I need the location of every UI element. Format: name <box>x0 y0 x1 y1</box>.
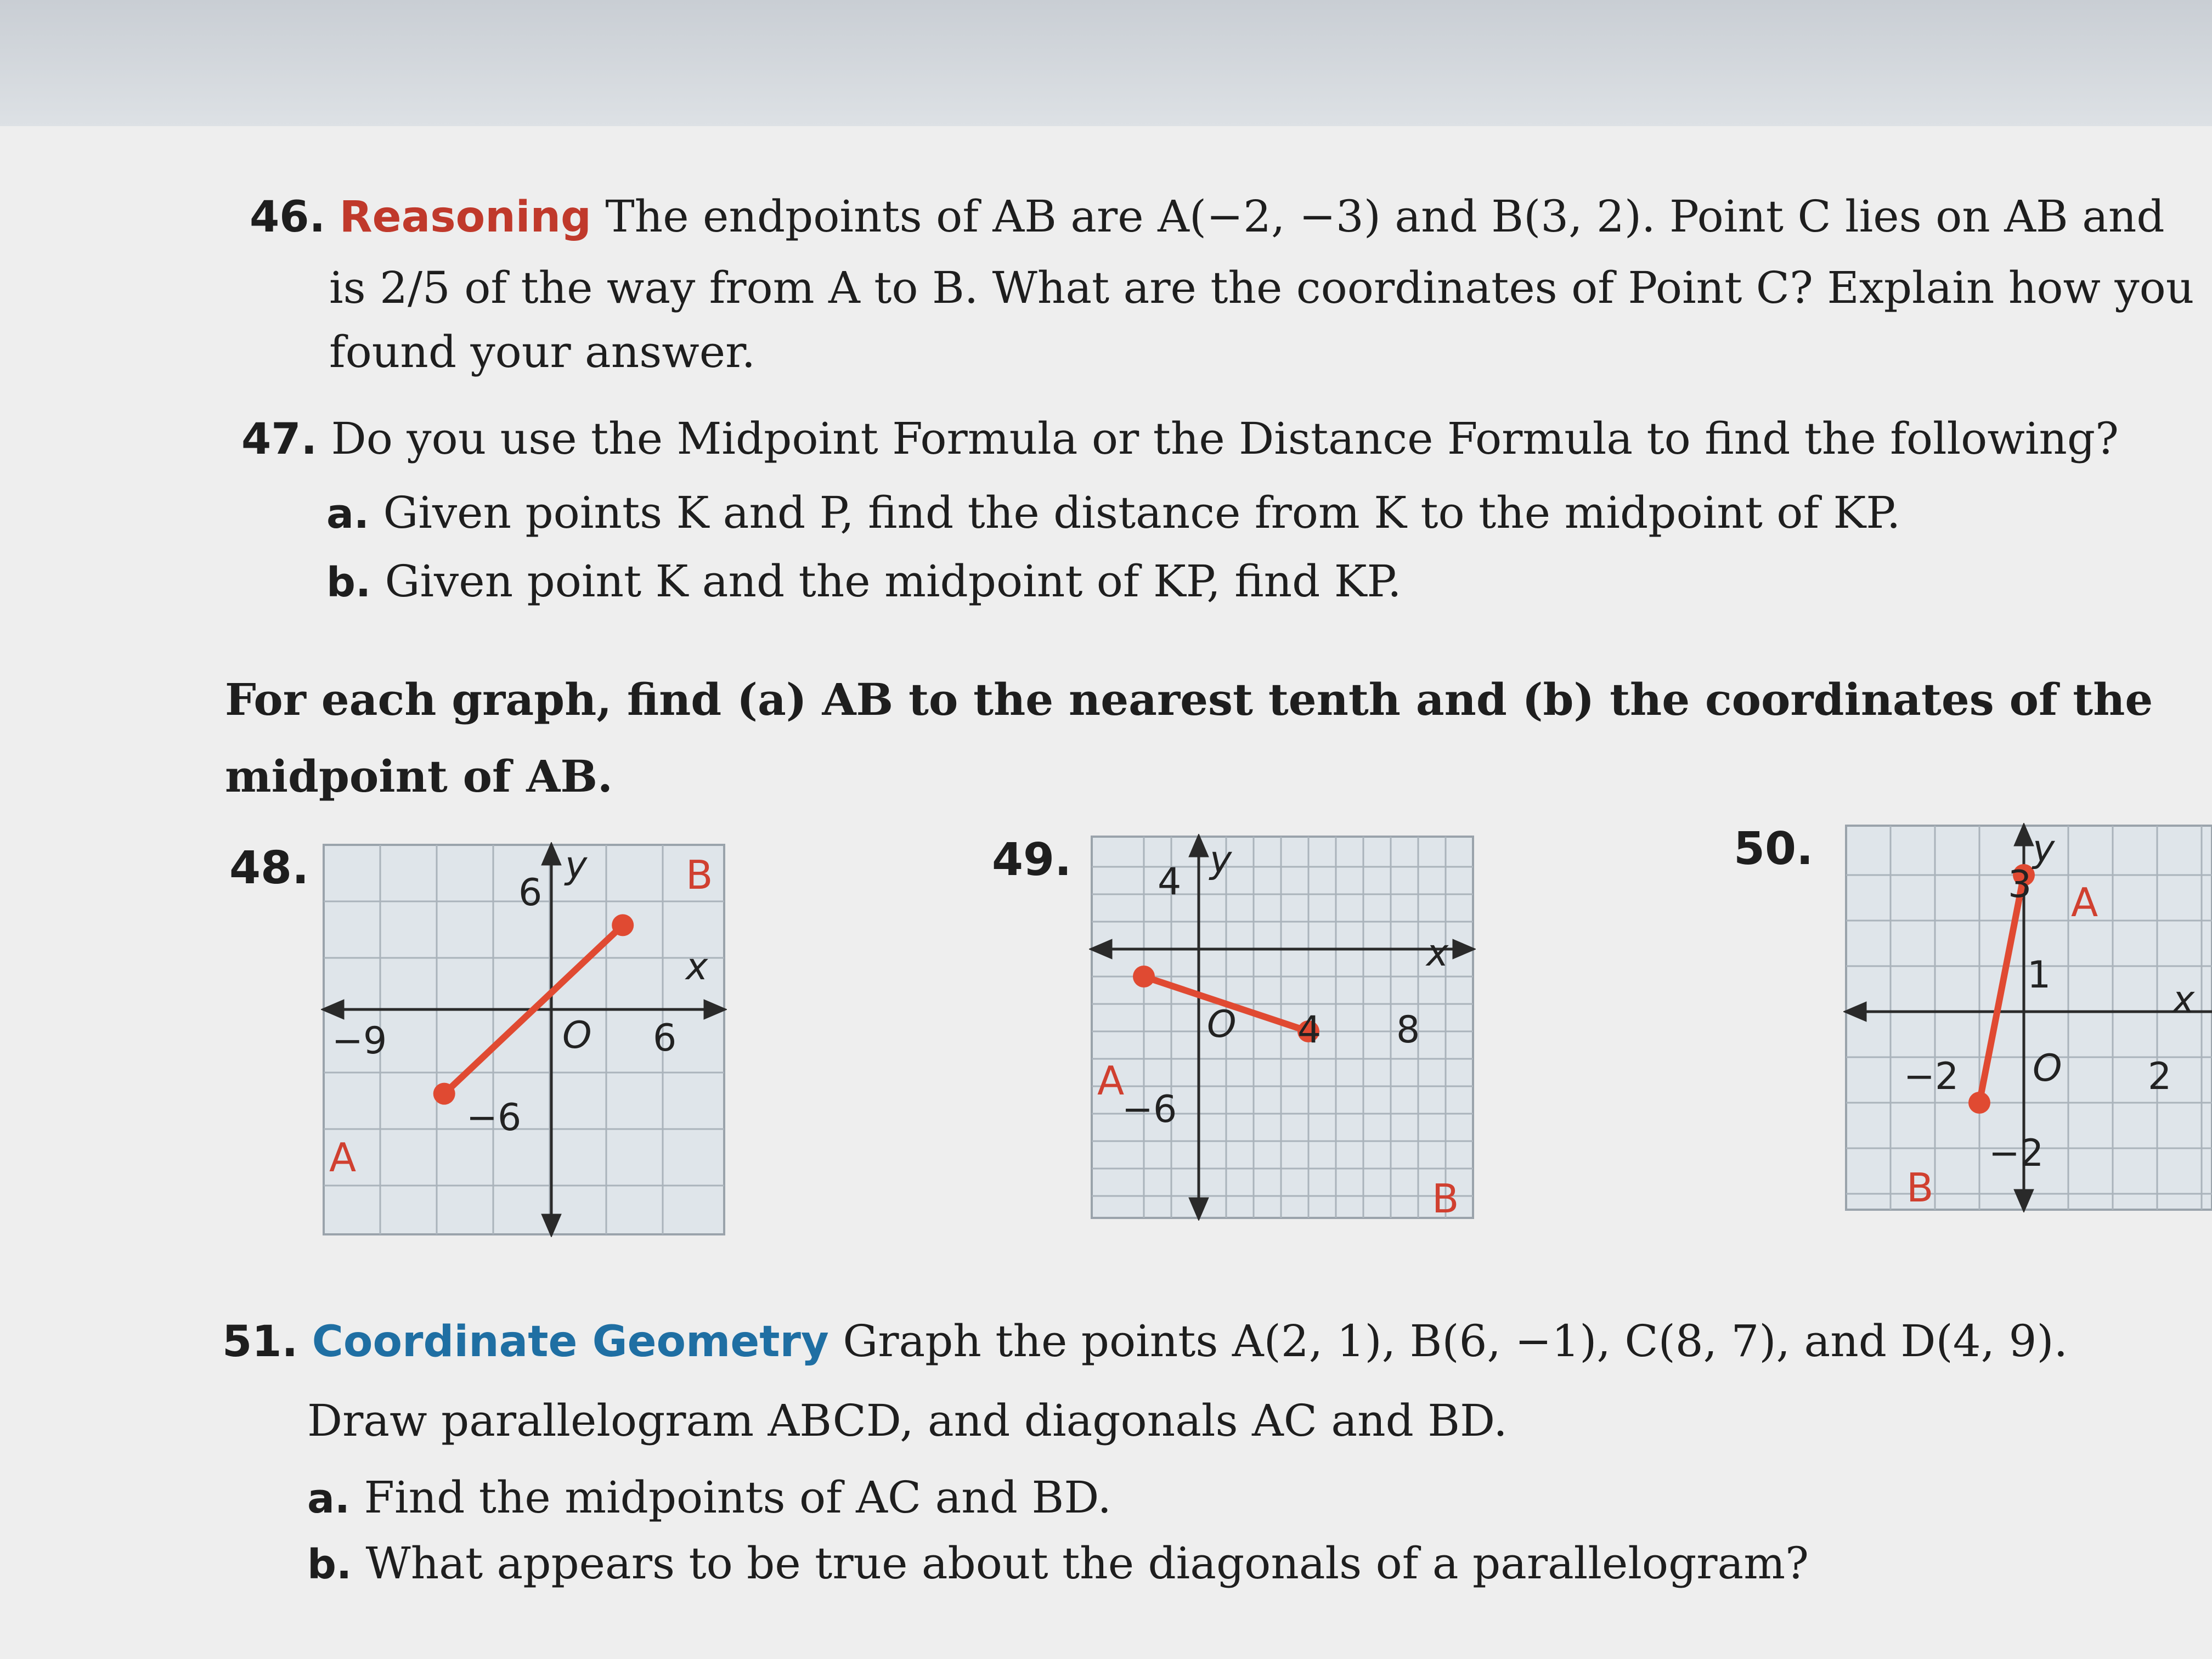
part-label: b. <box>326 559 371 606</box>
instructions-text: For each graph, find (a) AB to the nearest tenth and (b) the coordinates of the <box>225 674 2153 725</box>
problem-number: 47. <box>241 415 318 464</box>
tick-label: 4 <box>1297 1008 1322 1052</box>
graph-number: 50. <box>1734 823 1814 875</box>
axis-label-y: y <box>565 844 588 887</box>
problem-text: Draw parallelogram ABCD, and diagonals AC and BD. <box>307 1395 1508 1446</box>
origin-label: O <box>1207 1003 1237 1046</box>
graph-50 <box>1843 823 2212 1212</box>
point-b-label: B <box>686 852 713 898</box>
point-b <box>612 914 634 936</box>
tick-label: −9 <box>332 1019 387 1063</box>
tick-label: 6 <box>518 871 543 915</box>
part-text: Given point K and the midpoint of KP, find KP. <box>385 556 1402 607</box>
point-b-label: B <box>1906 1165 1934 1211</box>
origin-label: O <box>562 1014 592 1057</box>
part-label: a. <box>326 490 370 538</box>
point-b <box>1968 1092 1990 1114</box>
tick-label: −2 <box>1989 1132 2044 1175</box>
origin-label: O <box>2033 1047 2062 1090</box>
part-text: Find the midpoints of AC and BD. <box>364 1472 1111 1523</box>
tick-label: 3 <box>2008 863 2032 906</box>
graph-number: 49. <box>992 834 1072 886</box>
point-a-label: A <box>1097 1058 1125 1104</box>
problem-keyword: Reasoning <box>339 193 591 242</box>
point-b-label: B <box>1432 1176 1459 1221</box>
problem-text: Graph the points A(2, 1), B(6, −1), C(8, 7), and D(4, 9). <box>843 1316 2068 1367</box>
tick-label: −2 <box>1904 1055 1959 1098</box>
tick-label: 1 <box>2027 953 2051 997</box>
part-label: b. <box>307 1541 352 1588</box>
tick-label: 6 <box>653 1017 677 1060</box>
part-label: a. <box>307 1475 351 1522</box>
problem-number: 46. <box>250 193 326 242</box>
problem-text: is 2/5 of the way from A to B. What are the coordinates of Point C? Explain how you <box>329 262 2194 313</box>
axis-label-x: x <box>1426 932 1449 975</box>
tick-label: 2 <box>2148 1055 2172 1098</box>
tick-label: −6 <box>466 1096 522 1139</box>
tick-label: 8 <box>1396 1008 1420 1052</box>
axis-label-x: x <box>686 945 708 989</box>
axis-label-x: x <box>2172 978 2195 1022</box>
problem-text: found your answer. <box>329 326 755 377</box>
point-a <box>433 1083 455 1105</box>
graph-49 <box>1089 834 1476 1221</box>
axis-label-y: y <box>1210 838 1232 882</box>
part-text: What appears to be true about the diagonals of a parallelogram? <box>365 1538 1809 1589</box>
problem-keyword: Coordinate Geometry <box>312 1317 829 1367</box>
point-a-label: A <box>2071 879 2098 926</box>
instructions-text: midpoint of AB. <box>225 751 613 802</box>
tick-label: −6 <box>1122 1088 1177 1131</box>
tick-label: 4 <box>1158 860 1182 904</box>
graph-number: 48. <box>229 842 309 894</box>
part-text: Given points K and P, find the distance from K to the midpoint of KP. <box>383 487 1901 538</box>
problem-text: Do you use the Midpoint Formula or the Distance Formula to find the following? <box>331 413 2119 464</box>
point-a <box>1133 966 1155 988</box>
problem-text: The endpoints of AB are A(−2, −3) and B(3, 2). Point C lies on AB and <box>605 191 2165 242</box>
point-a-label: A <box>329 1135 357 1181</box>
problem-number: 51. <box>222 1317 298 1367</box>
graph-48 <box>321 842 727 1237</box>
axis-label-y: y <box>2033 827 2055 871</box>
